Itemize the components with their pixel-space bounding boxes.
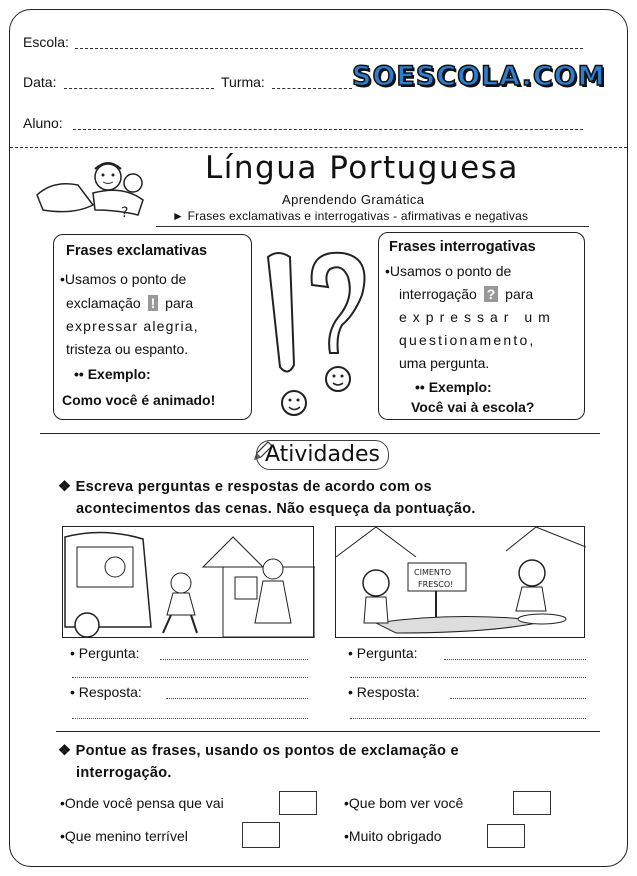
interrogative-line-3: expressar um bbox=[399, 309, 556, 325]
interrogative-line-2-post: para bbox=[505, 286, 534, 302]
soescola-logo: SOESCOLA.COM bbox=[352, 61, 606, 92]
sentence-3-punctuation-box[interactable] bbox=[242, 822, 280, 848]
exclamative-line-4: tristeza ou espanto. bbox=[66, 341, 189, 357]
question-2-line-2: interrogação. bbox=[76, 765, 172, 781]
worksheet-page bbox=[9, 9, 628, 867]
class-field[interactable] bbox=[272, 88, 352, 89]
question-1-line-2: acontecimentos das cenas. Não esqueça da pontuação. bbox=[76, 501, 476, 517]
exclamative-line-2 bbox=[66, 292, 193, 315]
page-title: Língua Portuguesa bbox=[205, 150, 519, 186]
exclamation-mark-icon: ! bbox=[148, 295, 159, 311]
scene-1-image bbox=[62, 526, 314, 638]
svg-text:?: ? bbox=[121, 205, 129, 221]
scene-2-answer-label: • Resposta: bbox=[348, 684, 420, 700]
interrogative-line-1: •Usamos o ponto de bbox=[385, 263, 512, 279]
scene-2-answer-field[interactable] bbox=[450, 698, 586, 699]
exclamative-line-2-pre: exclamação bbox=[66, 295, 141, 311]
activities-title: Atividades bbox=[256, 440, 389, 470]
sentence-4: •Muito obrigado bbox=[344, 828, 442, 844]
sign-text-1: CIMENTO bbox=[414, 568, 452, 577]
interrogative-line-2 bbox=[399, 283, 533, 306]
school-label: Escola: bbox=[23, 34, 69, 50]
scene-2-question-line-2[interactable] bbox=[350, 677, 586, 678]
scene-2-image bbox=[335, 526, 585, 638]
scene-1-question-label: • Pergunta: bbox=[70, 645, 140, 661]
sentence-4-punctuation-box[interactable] bbox=[487, 824, 525, 848]
student-label: Aluno: bbox=[23, 115, 63, 131]
scene-2-question-field[interactable] bbox=[444, 659, 586, 660]
scene-1-answer-label: • Resposta: bbox=[70, 684, 142, 700]
sign-text-2: FRESCO! bbox=[418, 580, 454, 589]
exclamative-example: Como você é animado! bbox=[62, 392, 216, 408]
page-topic: ► Frases exclamativas e interrogativas - afirmativas e negativas bbox=[172, 209, 529, 223]
school-field[interactable] bbox=[75, 48, 583, 49]
section-divider-2 bbox=[56, 731, 600, 732]
interrogative-heading: Frases interrogativas bbox=[389, 239, 536, 255]
scene-1-answer-field[interactable] bbox=[166, 698, 308, 699]
scene-2-answer-line-2[interactable] bbox=[350, 718, 586, 719]
exclamative-example-label: •• Exemplo: bbox=[74, 366, 151, 382]
scene-2-question-label: • Pergunta: bbox=[348, 645, 418, 661]
interrogative-box bbox=[378, 232, 585, 420]
scene-1-question-line-2[interactable] bbox=[72, 677, 308, 678]
scene-1-answer-line-2[interactable] bbox=[72, 718, 308, 719]
interrogative-line-4: questionamento, bbox=[399, 332, 536, 348]
interrogative-example-label: •• Exemplo: bbox=[415, 379, 492, 395]
header-divider bbox=[10, 147, 627, 148]
page-subtitle: Aprendendo Gramática bbox=[282, 192, 425, 207]
exclamative-line-3: expressar alegria, bbox=[66, 318, 199, 334]
punctuation-marks-illustration bbox=[250, 245, 378, 425]
student-field[interactable] bbox=[73, 129, 583, 130]
sentence-1-punctuation-box[interactable] bbox=[279, 791, 317, 815]
sentence-2: •Que bom ver você bbox=[344, 795, 464, 811]
interrogative-example: Você vai à escola? bbox=[411, 399, 535, 415]
question-2-line-1: ❖ Pontue as frases, usando os pontos de exclamação e bbox=[58, 743, 459, 759]
sentence-1: •Onde você pensa que vai bbox=[60, 795, 224, 811]
title-underline bbox=[156, 226, 589, 227]
scene-1-question-field[interactable] bbox=[160, 659, 308, 660]
question-1-line-1: ❖ Escreva perguntas e respostas de acordo com os bbox=[58, 479, 432, 495]
section-divider bbox=[40, 433, 600, 434]
date-label: Data: bbox=[23, 74, 57, 90]
interrogative-line-2-pre: interrogação bbox=[399, 286, 477, 302]
class-label: Turma: bbox=[221, 74, 265, 90]
sentence-2-punctuation-box[interactable] bbox=[513, 791, 551, 815]
exclamative-line-2-post: para bbox=[165, 295, 194, 311]
exclamative-heading: Frases exclamativas bbox=[66, 243, 208, 259]
kids-reading-illustration bbox=[33, 155, 153, 223]
exclamative-line-1: •Usamos o ponto de bbox=[60, 271, 187, 287]
question-mark-icon: ? bbox=[484, 286, 499, 302]
date-field[interactable] bbox=[64, 88, 214, 89]
sentence-3: •Que menino terrível bbox=[60, 828, 188, 844]
interrogative-line-5: uma pergunta. bbox=[399, 355, 490, 371]
exclamative-box bbox=[53, 234, 252, 420]
